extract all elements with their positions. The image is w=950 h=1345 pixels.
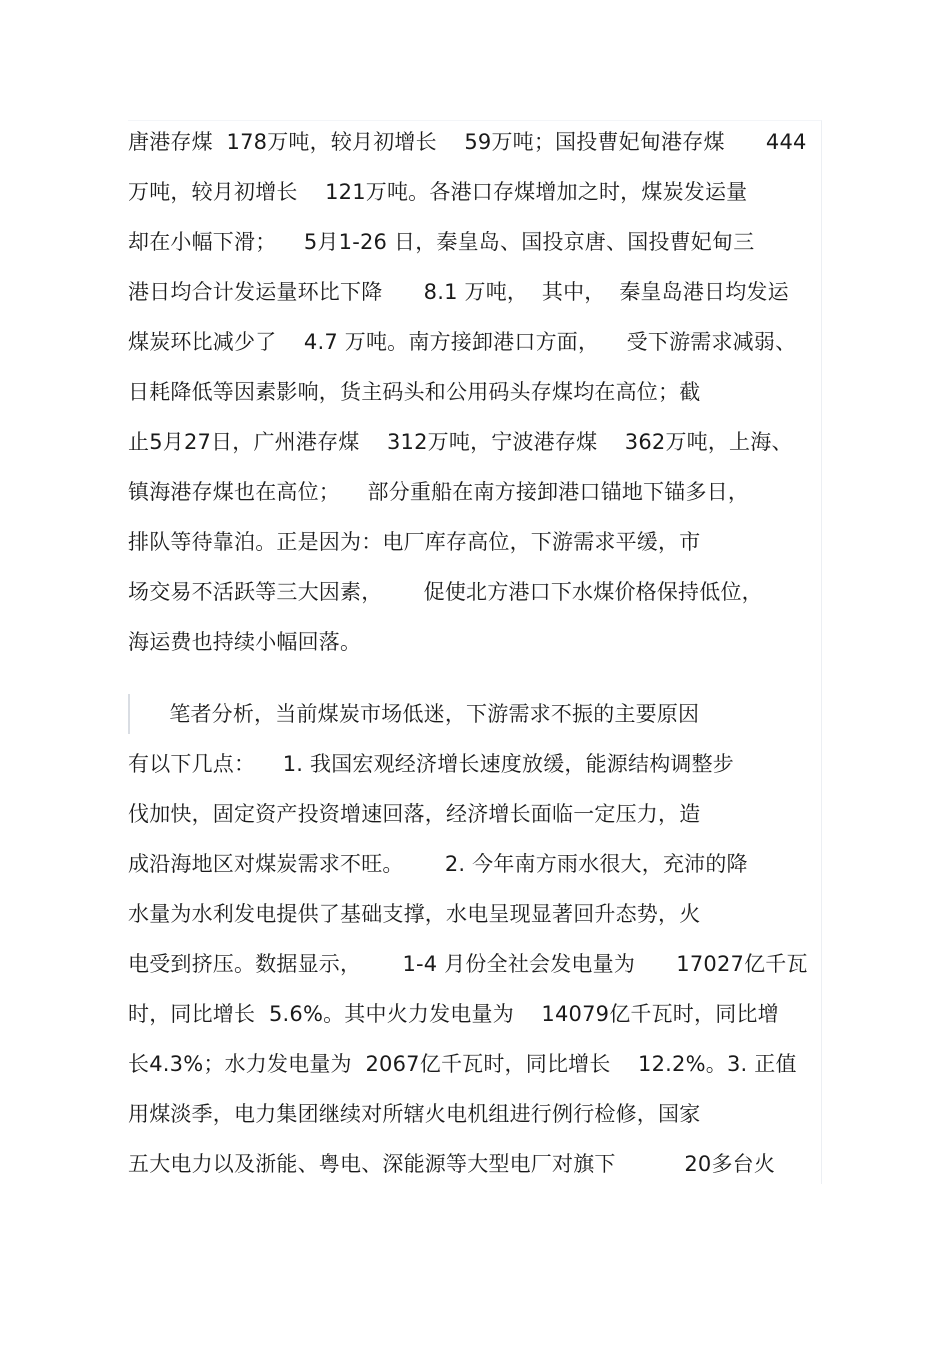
paragraph1-line: 万吨，较月初增长 121万吨。各港口存煤增加之时，煤炭发运量 <box>128 180 748 204</box>
paragraph2-line: 电受到挤压。数据显示， 1-4 月份全社会发电量为 17027亿千瓦 <box>128 952 808 976</box>
paragraph1-line: 排队等待靠泊。正是因为：电厂库存高位，下游需求平缓，市 <box>128 530 701 554</box>
paragraph1-line: 海运费也持续小幅回落。 <box>128 630 362 654</box>
paragraph2-line: 有以下几点： 1. 我国宏观经济增长速度放缓，能源结构调整步 <box>128 752 735 776</box>
paragraph2-line: 成沿海地区对煤炭需求不旺。 2. 今年南方雨水很大，充沛的降 <box>128 852 748 876</box>
paragraph1-line: 日耗降低等因素影响，货主码头和公用码头存煤均在高位；截 <box>128 380 701 404</box>
paragraph1-line: 煤炭环比减少了 4.7 万吨。南方接卸港口方面， 受下游需求减弱、 <box>128 330 797 354</box>
paragraph2-line: 时，同比增长 5.6%。其中火力发电量为 14079亿千瓦时，同比增 <box>128 1002 779 1026</box>
paragraph1-line: 港日均合计发运量环比下降 8.1 万吨， 其中， 秦皇岛港日均发运 <box>128 280 789 304</box>
paragraph1-line: 唐港存煤 178万吨，较月初增长 59万吨；国投曹妃甸港存煤 444 <box>128 130 807 154</box>
paragraph1-line: 止5月27日，广州港存煤 312万吨，宁波港存煤 362万吨，上海、 <box>128 430 793 454</box>
paragraph1-line: 却在小幅下滑； 5月1-26 日，秦皇岛、国投京唐、国投曹妃甸三 <box>128 230 755 254</box>
paragraph2-line: 五大电力以及浙能、粤电、深能源等大型电厂对旗下 20多台火 <box>128 1152 776 1176</box>
paragraph1-line: 镇海港存煤也在高位； 部分重船在南方接卸港口锚地下锚多日， <box>128 480 750 504</box>
paragraph1-line: 场交易不活跃等三大因素， 促使北方港口下水煤价格保持低位， <box>128 580 763 604</box>
paragraph2-line: 水量为水利发电提供了基础支撑，水电呈现显著回升态势，火 <box>128 902 701 926</box>
paragraph2-line: 长4.3%；水力发电量为 2067亿千瓦时，同比增长 12.2%。3. 正值 <box>128 1052 797 1076</box>
paragraph2-line: 笔者分析，当前煤炭市场低迷，下游需求不振的主要原因 <box>128 702 700 726</box>
paragraph2-line: 伐加快，固定资产投资增速回落，经济增长面临一定压力，造 <box>128 802 701 826</box>
paragraph2-line: 用煤淡季，电力集团继续对所辖火电机组进行例行检修，国家 <box>128 1102 701 1126</box>
